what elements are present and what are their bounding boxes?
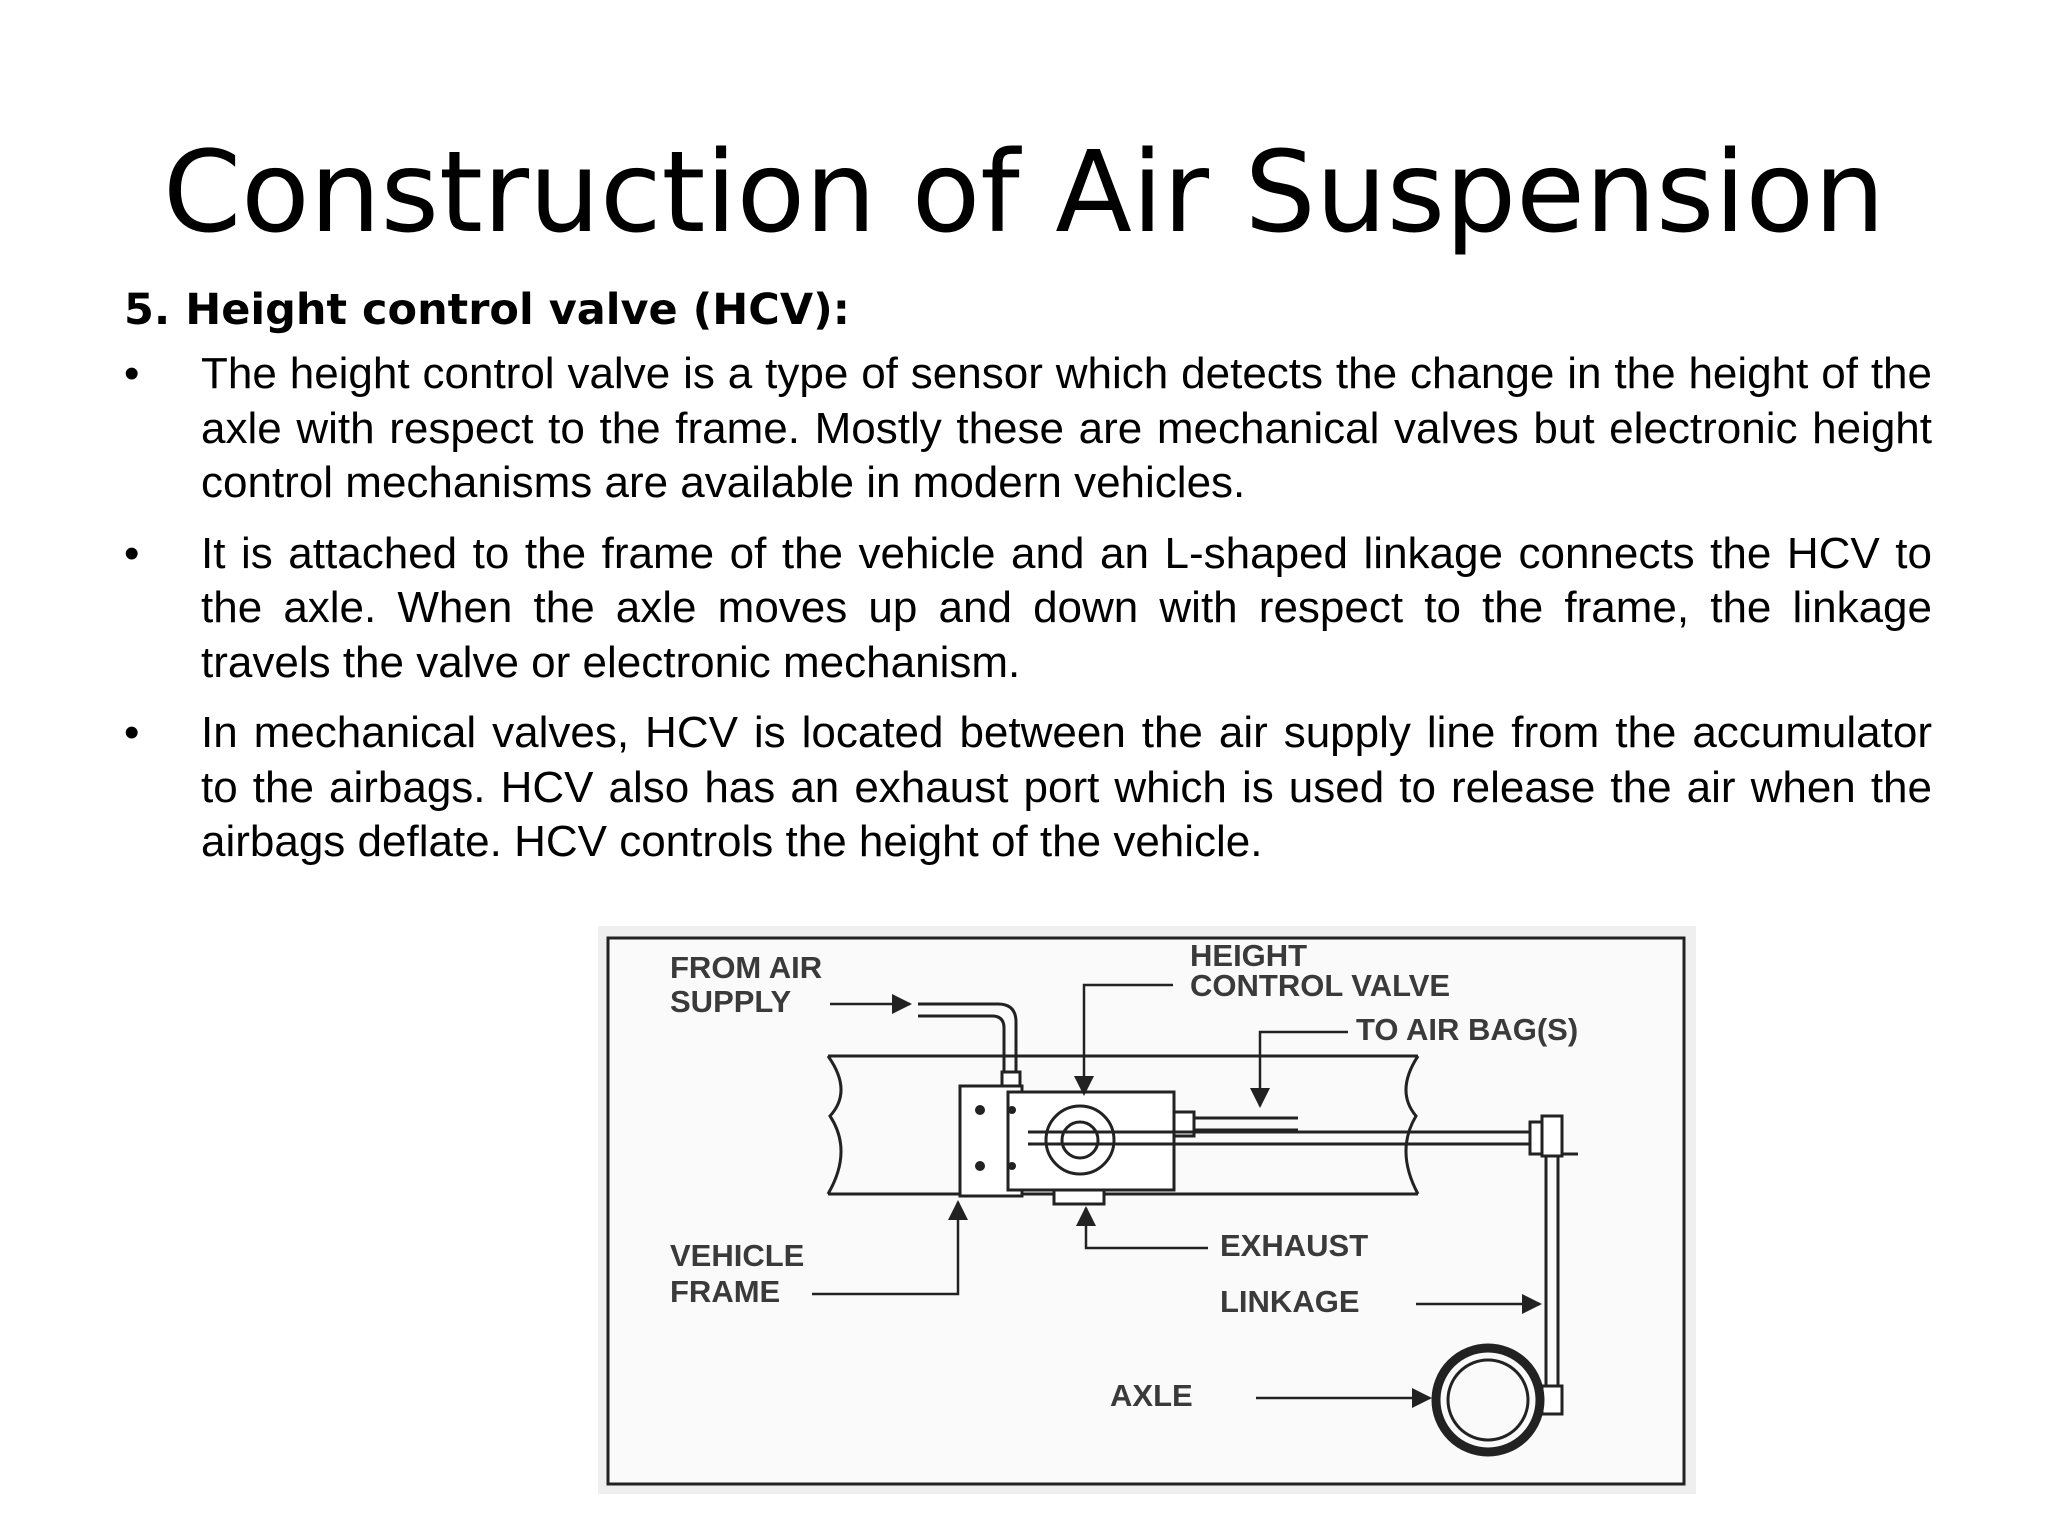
label-to-air-bags: TO AIR BAG(S) (1356, 1012, 1579, 1047)
label-linkage: LINKAGE (1220, 1284, 1360, 1319)
bullet-item (124, 706, 1932, 870)
hcv-diagram-figure (598, 926, 1696, 1494)
label-axle: AXLE (1110, 1378, 1193, 1413)
bullet-text: The height control valve is a type of sensor which detects the change in the height of the axle with respect to the frame. Mostly these are mechanical valves but electronic height control mechanisms are available in modern vehicles. (201, 349, 1932, 507)
hcv-diagram (598, 926, 1696, 1494)
label-from-air: FROM AIR (670, 950, 823, 985)
bullet-item (124, 527, 1932, 691)
label-exhaust: EXHAUST (1220, 1228, 1369, 1263)
label-frame: FRAME (670, 1274, 781, 1309)
label-vehicle: VEHICLE (670, 1238, 805, 1273)
slide-title: Construction of Air Suspension (162, 128, 1886, 258)
label-control-valve: CONTROL VALVE (1190, 968, 1451, 1003)
bullet-dot: • (124, 349, 140, 398)
bullet-list (124, 347, 1932, 886)
label-height: HEIGHT (1190, 938, 1308, 973)
bullet-dot: • (124, 708, 140, 757)
bullet-item (124, 347, 1932, 511)
bullet-dot: • (124, 528, 140, 578)
bullet-text: It is attached to the frame of the vehicle and an L-shaped linkage connects the HCV to the axle. When the axle moves up and down with respect to the frame, the linkage travels the valve or electronic mechanism. (201, 528, 1932, 687)
bullet-text: In mechanical valves, HCV is located between the air supply line from the accumulator to the airbags. HCV also has an exhaust port which is used to release the air when the airbags deflate. HCV controls the height of the vehicle. (201, 708, 1932, 866)
section-heading: 5. Height control valve (HCV): (124, 285, 850, 335)
label-supply: SUPPLY (670, 984, 792, 1019)
